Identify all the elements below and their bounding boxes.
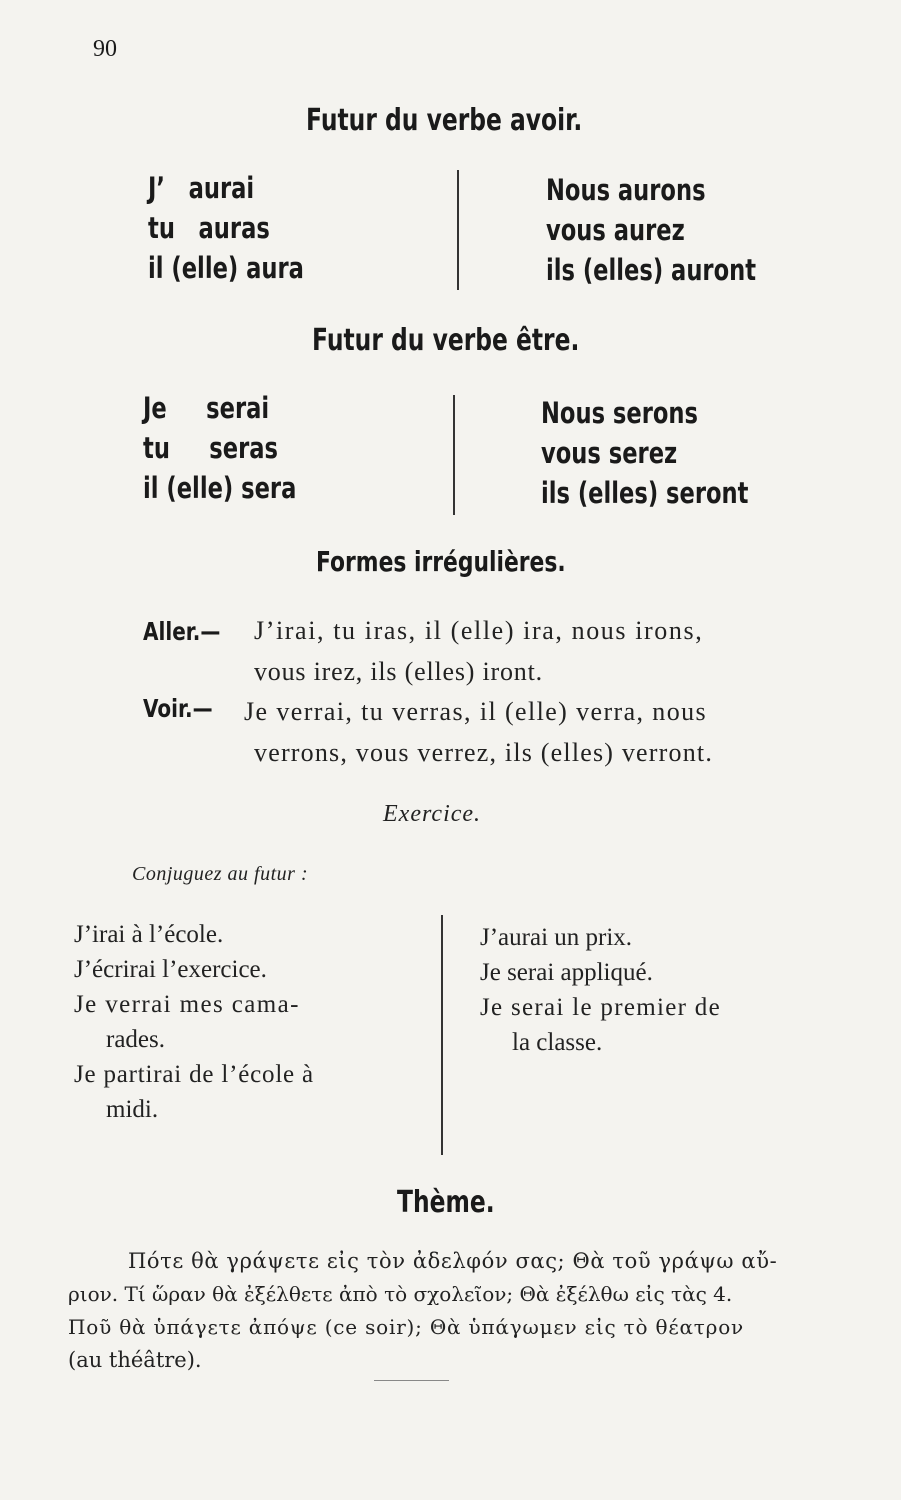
voir-label: Voir.— xyxy=(143,694,213,723)
exercise-sentence: Je verrai mes cama- xyxy=(74,991,300,1018)
exercise-sentence: Je partirai de l’école à xyxy=(74,1061,314,1088)
voir-text-2: verrons, vous verrez, ils (elles) verront. xyxy=(254,738,714,767)
irregular-title: Formes irrégulières. xyxy=(316,545,566,578)
conj-line: tu seras xyxy=(143,431,278,465)
voir-line xyxy=(143,694,230,723)
theme-line: (au théâtre). xyxy=(68,1348,202,1372)
page-number: 90 xyxy=(93,36,117,62)
etre-title: Futur du verbe être. xyxy=(312,323,580,358)
exercise-sentence: J’irai à l’école. xyxy=(74,921,224,948)
conj-line: il (elle) sera xyxy=(143,471,297,505)
theme-line: Ποῦ θὰ ὑπάγετε ἀπόψε (ce soir); Θὰ ὑπάγωμεν εἰς τὸ θέατρον xyxy=(68,1315,745,1339)
conj-line: J’ aurai xyxy=(148,171,255,205)
exercise-sentence: rades. xyxy=(106,1026,165,1053)
exercise-sentence: Je serai appliqué. xyxy=(480,959,653,986)
etre-left-column xyxy=(143,388,340,508)
conj-line: ils (elles) seront xyxy=(541,476,749,510)
conj-line: tu auras xyxy=(148,211,270,245)
theme-line: Πότε θὰ γράψετε εἰς τὸν ἀδελφόν σας; Θὰ τοῦ γράψω αὔ- xyxy=(128,1249,778,1273)
exercise-title: Exercice. xyxy=(383,801,482,827)
column-divider xyxy=(453,395,455,515)
exercise-sentence: J’écrirai l’exercice. xyxy=(74,956,267,983)
exercise-instruction: Conjuguez au futur : xyxy=(132,863,309,885)
theme-text xyxy=(68,1245,778,1377)
theme-line: ριον. Τί ὥραν θὰ ἐξέλθετε ἀπὸ τὸ σχολεῖον; Θὰ ἐξέλθω εἰς τὰς 4. xyxy=(68,1282,733,1306)
exercise-sentence: midi. xyxy=(106,1096,159,1123)
aller-label: Aller.— xyxy=(143,617,221,646)
conj-line: il (elle) aura xyxy=(148,251,304,285)
theme-title: Thème. xyxy=(397,1185,495,1220)
column-divider xyxy=(457,170,459,290)
aller-text-1: J’irai, tu iras, il (elle) ira, nous irons, xyxy=(254,616,704,645)
exercise-sentence: la classe. xyxy=(512,1029,603,1056)
avoir-left-column xyxy=(148,168,348,288)
conj-line: Nous serons xyxy=(541,396,698,430)
conj-line: ils (elles) auront xyxy=(546,253,757,287)
end-rule xyxy=(374,1380,449,1381)
column-divider xyxy=(441,915,443,1155)
exercise-right-column xyxy=(480,920,721,1060)
exercise-sentence: J’aurai un prix. xyxy=(480,924,633,951)
etre-right-column xyxy=(541,393,807,513)
aller-line xyxy=(143,617,240,646)
avoir-title: Futur du verbe avoir. xyxy=(306,103,583,138)
conj-line: Je serai xyxy=(143,391,270,425)
voir-text-1: Je verrai, tu verras, il (elle) verra, nous xyxy=(244,697,708,726)
conj-line: vous aurez xyxy=(546,213,685,247)
avoir-right-column xyxy=(546,170,815,290)
exercise-sentence: Je serai le premier de xyxy=(480,994,721,1021)
aller-text-2: vous irez, ils (elles) iront. xyxy=(254,657,543,686)
conj-line: vous serez xyxy=(541,436,678,470)
exercise-left-column xyxy=(74,917,314,1127)
conj-line: Nous aurons xyxy=(546,173,706,207)
